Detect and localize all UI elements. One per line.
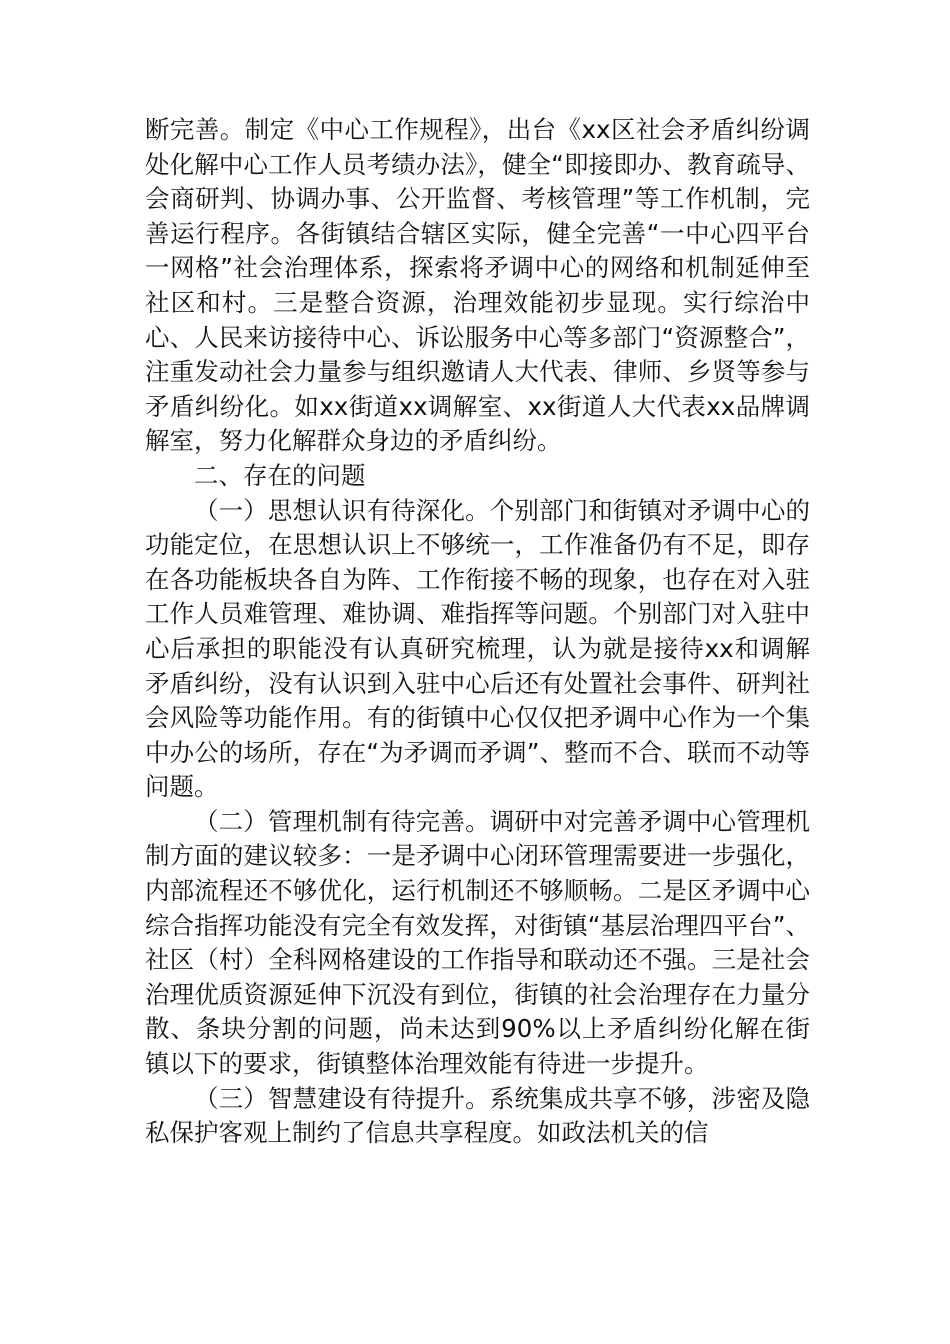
paragraph-management-mechanism: （二）管理机制有待完善。调研中对完善矛调中心管理机制方面的建议较多：一是矛调中心闭环管理需要进一步强化，内部流程还不够优化，运行机制还不够顺畅。二是区矛调中心综合指挥功能没有完全有效发挥，对街镇“基层治理四平台”、社区（村）全科网格建设的工作指导和联动还不强。三是社会治理优质资源延伸下沉没有到位，街镇的社会治理存在力量分散、条块分割的问题，尚未达到90%以上矛盾纠纷化解在街镇以下的要求，街镇整体治理效能有待进一步提升。 bbox=[145, 806, 810, 1079]
section-heading-problems: 二、存在的问题 bbox=[194, 460, 366, 490]
paragraph-smart-construction: （三）智慧建设有待提升。系统集成共享不够，涉密及隐私保护客观上制约了信息共享程度。如政法机关的信 bbox=[145, 1083, 810, 1148]
paragraph-continuation: 断完善。制定《中心工作规程》，出台《xx区社会矛盾纠纷调处化解中心工作人员考绩办法》，健全“即接即办、教育疏导、会商研判、协调办事、公开监督、考核管理”等工作机制，完善运行程序。各街镇结合辖区实际，健全完善“一中心四平台一网格”社会治理体系，探索将矛调中心的网络和机制延伸至社区和村。三是整合资源，治理效能初步显现。实行综治中心、人民来访接待中心、诉讼服务中心等多部门“资源整合”，注重发动社会力量参与组织邀请人大代表、律师、乡贤等参与矛盾纠纷化。如xx街道xx调解室、xx街道人大代表xx品牌调解室，努力化解群众身边的矛盾纠纷。 bbox=[145, 115, 810, 456]
document-body bbox=[145, 113, 810, 1151]
paragraph-thinking-awareness: （一）思想认识有待深化。个别部门和街镇对矛调中心的功能定位，在思想认识上不够统一，工作准备仍有不足，即存在各功能板块各自为阵、工作衔接不畅的现象，也存在对入驻工作人员难管理、难协调、难指挥等问题。个别部门对入驻中心后承担的职能没有认真研究梳理，认为就是接待xx和调解矛盾纠纷，没有认识到入驻中心后还有处置社会事件、研判社会风险等功能作用。有的街镇中心仅仅把矛调中心作为一个集中办公的场所，存在“为矛调而矛调”、整而不合、联而不动等问题。 bbox=[145, 495, 810, 802]
